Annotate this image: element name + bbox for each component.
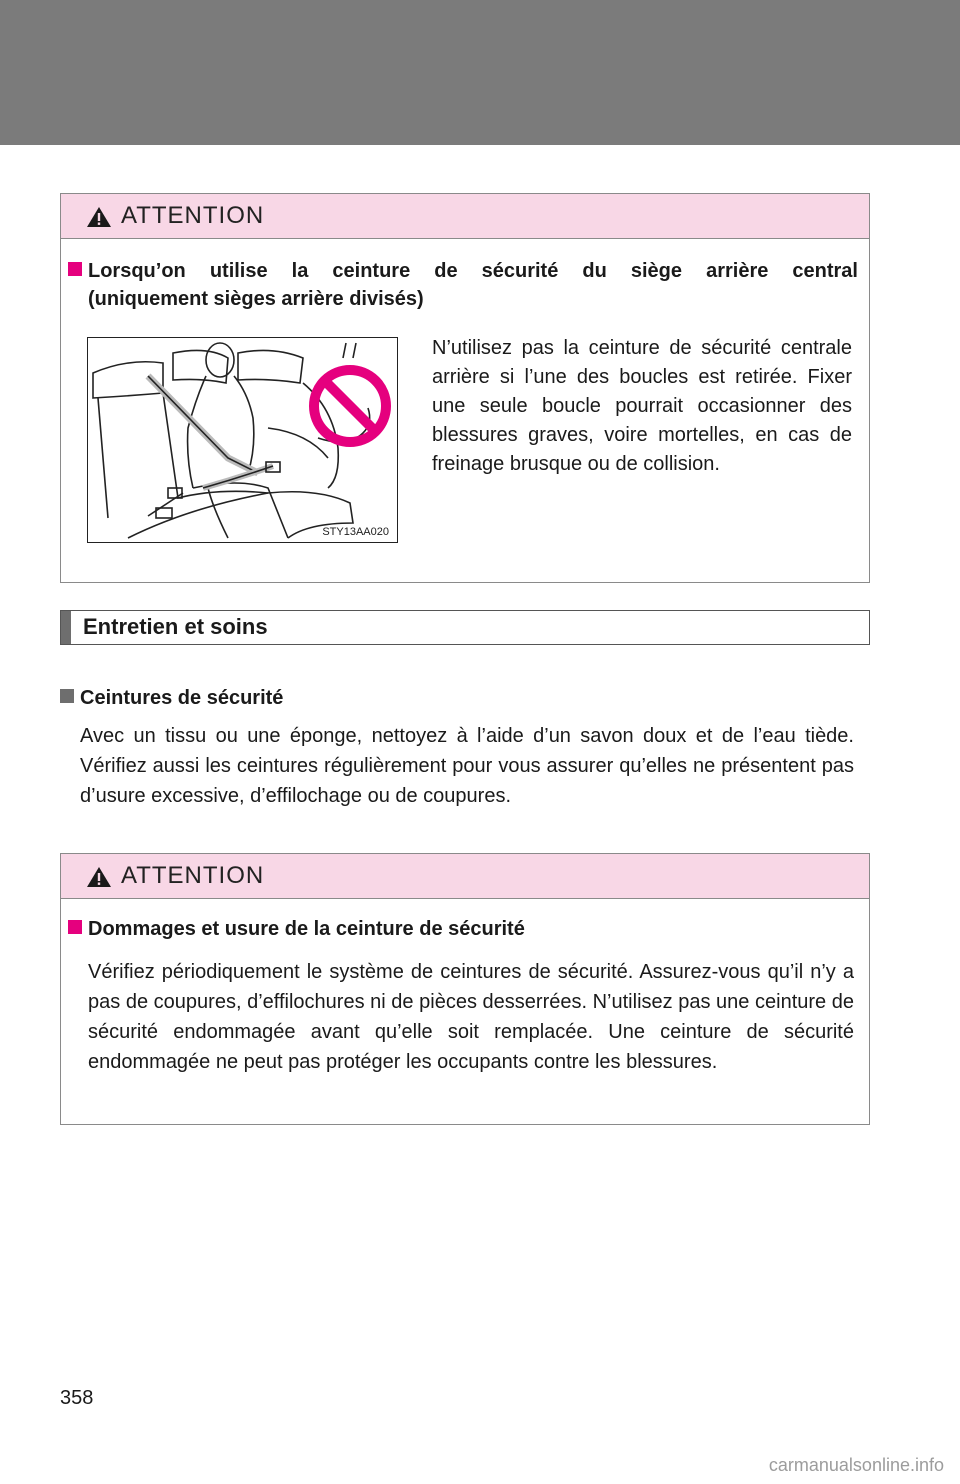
section-marker — [61, 611, 71, 644]
warning-header — [61, 194, 869, 239]
square-bullet-icon — [68, 920, 82, 934]
warning-body-text: N’utilisez pas la ceinture de sécurité centrale arrière si l’une des boucles est retirée. Fixer une seule boucle pourrait occasionner des blessures graves, voire mortelles, en cas de freinage brusque ou de collision. — [432, 337, 852, 475]
header-band — [0, 0, 960, 145]
section-title: Entretien et soins — [83, 614, 268, 639]
square-bullet-icon — [60, 689, 74, 703]
page-number: 358 — [60, 1387, 94, 1409]
warning-header — [61, 854, 869, 899]
section-heading-bar — [60, 610, 870, 645]
seatbelt-illustration — [87, 337, 398, 543]
warning-body-text: Vérifiez périodiquement le système de ceintures de sécurité. Assurez-vous qu’il n’y a pas de coupures, d’effilochures ni de pièces desserrées. N’utilisez pas une ceinture de sécurité endommagée avant qu’elle soit remplacée. Une ceinture de sécurité endommagée ne peut pas protéger les occupants contre les blessures. — [88, 961, 854, 1073]
section-body-text: Avec un tissu ou une éponge, nettoyez à l’aide d’un savon doux et de l’eau tiède. Vérifiez aussi les ceintures régulièrement pour vous assurer qu’elles ne présentent pas d’usure excessive, d’effilochage ou de coupures. — [80, 725, 854, 807]
warning-title: ATTENTION — [121, 862, 265, 889]
warning-title: ATTENTION — [121, 202, 265, 229]
subheading-seatbelts: Ceintures de sécurité — [60, 684, 283, 712]
warning-triangle-icon — [86, 206, 112, 228]
warning-heading: Lorsqu’on utilise la ceinture de sécurité du siège arrière central (uniquement sièges arrière divisés) — [68, 257, 858, 313]
warning-heading: Dommages et usure de la ceinture de sécurité — [68, 915, 525, 943]
square-bullet-icon — [68, 262, 82, 276]
watermark: carmanualsonline.info — [768, 1455, 944, 1475]
warning-triangle-icon — [86, 866, 112, 888]
prohibition-icon — [308, 364, 392, 448]
illustration-code: STY13AA020 — [322, 526, 389, 538]
